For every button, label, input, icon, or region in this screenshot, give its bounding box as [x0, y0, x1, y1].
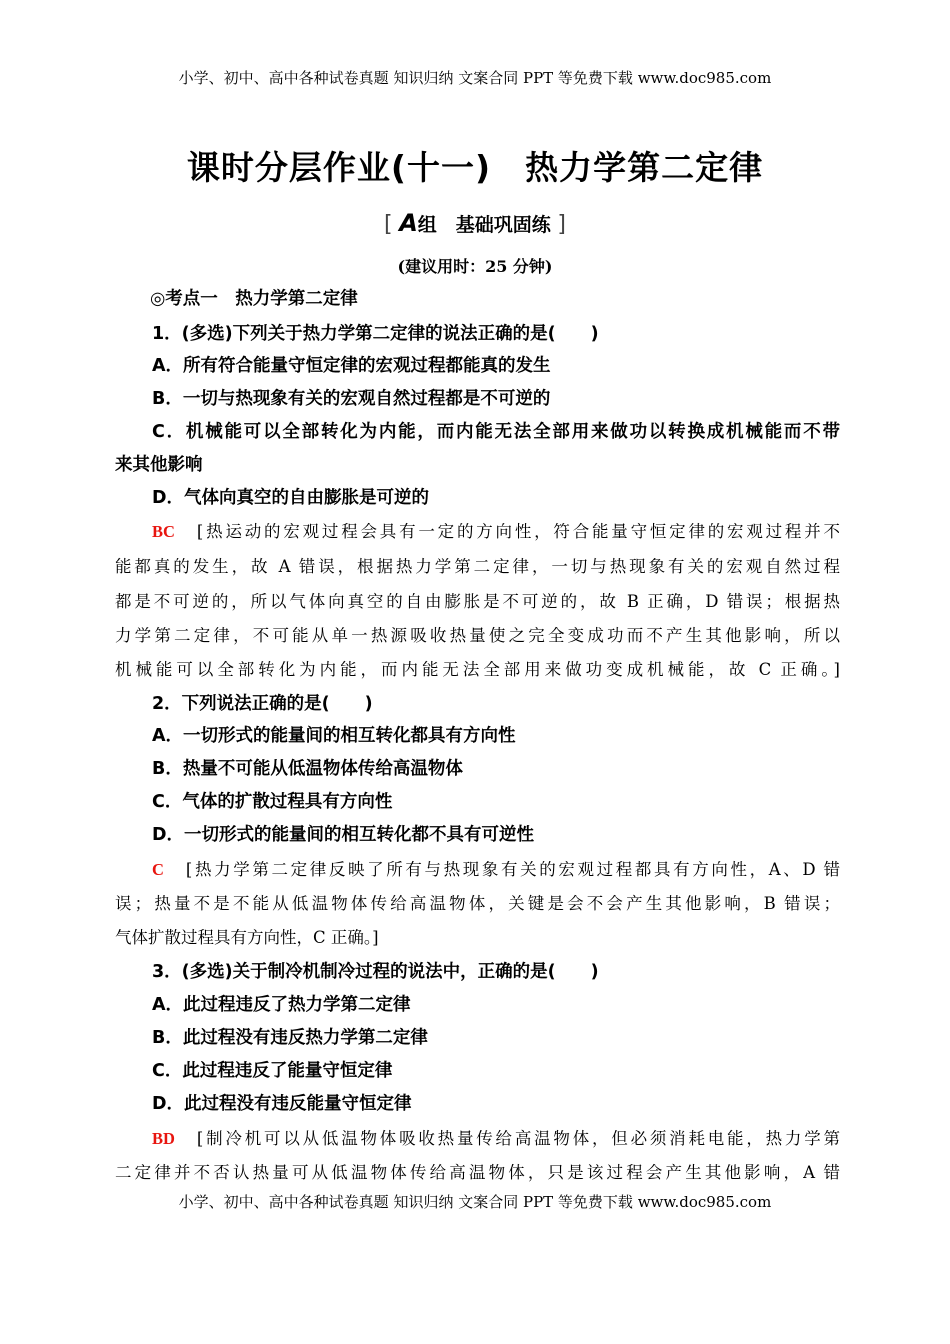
- q1-option-c-line2: 来其他影响: [115, 455, 203, 475]
- q1-option-c-line1: C．机械能可以全部转化为内能，而内能无法全部用来做功以转换成机械能而不带: [152, 422, 840, 442]
- page-footer: 小学、初中、高中各种试卷真题 知识归纳 文案合同 PPT 等免费下载 www.doc985.com: [178, 1193, 772, 1211]
- q3-option-a: A．此过程违反了热力学第二定律: [152, 995, 411, 1015]
- q1-option-d: D．气体向真空的自由膨胀是可逆的: [152, 488, 430, 508]
- q1-explanation-line4: 力学第二定律，不可能从单一热源吸收热量使之完全变成功而不产生其他影响，所以: [115, 626, 840, 645]
- q1-explanation-line5: 机械能可以全部转化为内能，而内能无法全部用来做功变成机械能，故 C 正确。]: [115, 660, 840, 679]
- q1-option-b: B．一切与热现象有关的宏观自然过程都是不可逆的: [152, 389, 551, 409]
- q2-exp-text1: [热力学第二定律反映了所有与热现象有关的宏观过程都具有方向性，A、D 错: [185, 860, 840, 879]
- q1-explanation-line1: [152, 518, 840, 542]
- q2-explanation-line1: [152, 856, 840, 880]
- q3-explanation-line1: [152, 1125, 840, 1149]
- group-heading: [0, 209, 950, 237]
- q3-answer: BD: [152, 1129, 175, 1148]
- q1-stem: 1．(多选)下列关于热力学第二定律的说法正确的是( ): [152, 324, 599, 344]
- q2-answer: C: [152, 860, 164, 879]
- page-header: 小学、初中、高中各种试卷真题 知识归纳 文案合同 PPT 等免费下载 www.doc985.com: [178, 69, 772, 87]
- q3-option-b: B．此过程没有违反热力学第二定律: [152, 1028, 428, 1048]
- group-label: 组 基础巩固练: [417, 214, 551, 236]
- q2-option-b: B．热量不可能从低温物体传给高温物体: [152, 759, 463, 779]
- q2-option-a: A．一切形式的能量间的相互转化都具有方向性: [152, 726, 516, 746]
- section-heading: ◎考点一 热力学第二定律: [150, 289, 358, 309]
- group-bracket-close: ]: [557, 212, 567, 237]
- group-bracket-open: [: [383, 212, 393, 237]
- q1-exp-text1: [热运动的宏观过程会具有一定的方向性，符合能量守恒定律的宏观过程并不: [196, 522, 840, 541]
- group-letter: A: [399, 209, 418, 237]
- q3-stem: 3．(多选)关于制冷机制冷过程的说法中，正确的是( ): [152, 962, 599, 982]
- time-note: (建议用时：25 分钟): [397, 257, 553, 276]
- q3-option-d: D．此过程没有违反能量守恒定律: [152, 1094, 412, 1114]
- q3-exp-text1: [制冷机可以从低温物体吸收热量传给高温物体，但必须消耗电能，热力学第: [196, 1129, 840, 1148]
- q2-option-d: D．一切形式的能量间的相互转化都不具有可逆性: [152, 825, 535, 845]
- q2-explanation-line3: 气体扩散过程具有方向性，C 正确。]: [115, 928, 379, 947]
- page-title: 课时分层作业(十一) 热力学第二定律: [186, 148, 764, 187]
- q3-option-c: C．此过程违反了能量守恒定律: [152, 1061, 393, 1081]
- q3-explanation-line2: 二定律并不否认热量可从低温物体传给高温物体，只是该过程会产生其他影响，A 错: [115, 1163, 840, 1182]
- q2-option-c: C．气体的扩散过程具有方向性: [152, 792, 393, 812]
- q1-explanation-line2: 能都真的发生，故 A 错误，根据热力学第二定律，一切与热现象有关的宏观自然过程: [115, 557, 840, 576]
- q1-option-a: A．所有符合能量守恒定律的宏观过程都能真的发生: [152, 356, 551, 376]
- q2-explanation-line2: 误；热量不是不能从低温物体传给高温物体，关键是会不会产生其他影响，B 错误；: [115, 894, 840, 913]
- q2-stem: 2．下列说法正确的是( ): [152, 694, 373, 714]
- q1-explanation-line3: 都是不可逆的，所以气体向真空的自由膨胀是不可逆的，故 B 正确，D 错误；根据热: [115, 592, 840, 611]
- q1-answer: BC: [152, 522, 175, 541]
